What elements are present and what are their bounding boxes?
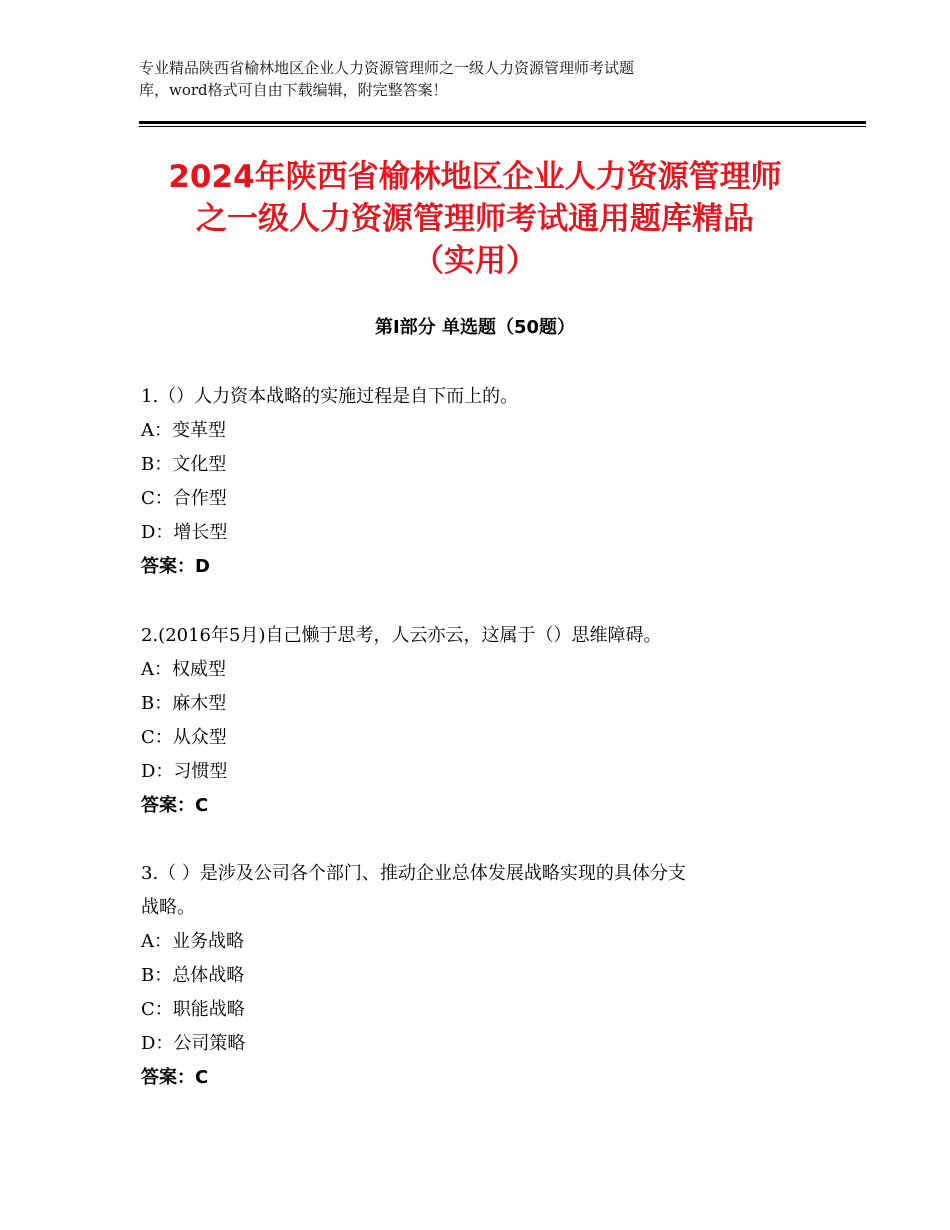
question-2 (141, 619, 821, 823)
option-c: C：合作型 (141, 488, 227, 509)
answer-label: 答案： (141, 795, 195, 816)
title-line-2: 之一级人力资源管理师考试通用题库精品 (196, 201, 754, 237)
question-text-line-1: 3.（ ）是涉及公司各个部门、推动企业总体发展战略实现的具体分支 (141, 863, 686, 884)
answer-value: D (195, 556, 210, 577)
section-title: 第Ⅰ部分 单选题（50题） (374, 317, 575, 338)
question-text: 1.（）人力资本战略的实施过程是自下而上的。 (141, 386, 519, 407)
header-note-line-2: 库，word格式可自由下载编辑，附完整答案！ (139, 81, 448, 99)
answer (141, 550, 821, 584)
answer-label: 答案： (141, 556, 195, 577)
header-note (139, 57, 779, 101)
header-note-line-1: 专业精品陕西省榆林地区企业人力资源管理师之一级人力资源管理师考试题 (139, 59, 635, 77)
question-3 (141, 857, 821, 1095)
title-line-3: （实用） (413, 243, 537, 279)
answer-value: C (195, 795, 209, 816)
question-1 (141, 380, 821, 584)
title-line-1: 2024年陕西省榆林地区企业人力资源管理师 (168, 159, 782, 195)
answer (141, 1061, 821, 1095)
answer-label: 答案： (141, 1067, 195, 1088)
option-d: D：习惯型 (141, 761, 228, 782)
option-a: A：权威型 (141, 659, 226, 680)
option-b: B：总体战略 (141, 965, 245, 986)
answer (141, 789, 821, 823)
header-divider-thin (139, 126, 866, 127)
option-b: B：文化型 (141, 454, 227, 475)
option-a: A：业务战略 (141, 931, 244, 952)
option-b: B：麻木型 (141, 693, 227, 714)
question-text: 2.(2016年5月)自己懒于思考，人云亦云，这属于（）思维障碍。 (141, 625, 662, 646)
answer-value: C (195, 1067, 209, 1088)
question-text-line-2: 战略。 (141, 897, 195, 918)
option-c: C：从众型 (141, 727, 227, 748)
option-d: D：公司策略 (141, 1033, 246, 1054)
header-divider-thick (139, 121, 866, 124)
option-c: C：职能战略 (141, 999, 245, 1020)
option-d: D：增长型 (141, 522, 228, 543)
option-a: A：变革型 (141, 420, 226, 441)
document-title (100, 156, 850, 282)
